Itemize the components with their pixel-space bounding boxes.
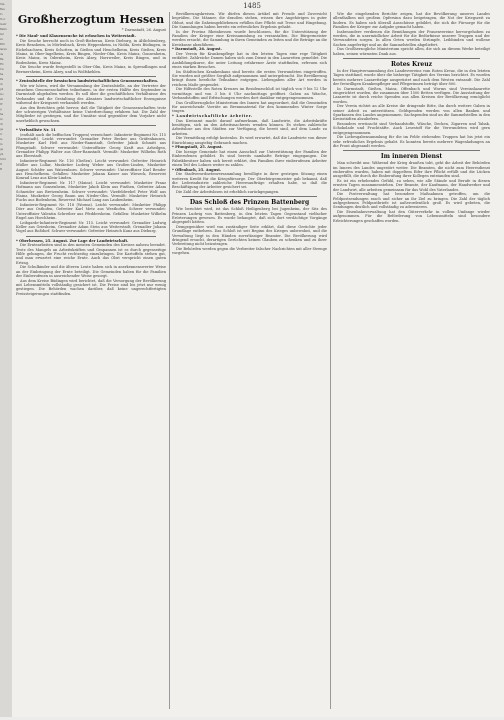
column-divider <box>169 12 170 709</box>
gutter-snippet: zu <box>0 38 4 41</box>
paragraph: Die Hilfsstelle des Roten Kreuzes im Residenzschloß ist täglich von 9 bis 12 Uhr vormittags und von 3 bis 6 Uhr nachmittags geöffnet. Gaben an Wäsche, Verbandstoffen und Erfrischungen werden dort dankbar entgegengenommen. <box>172 87 327 101</box>
article-body <box>16 133 166 234</box>
gutter-snippet: Go <box>0 93 4 96</box>
gutter-snippet: ph <box>0 88 4 91</box>
paragraph: Die Postverwaltung hat besondere Maßnahmen getroffen, um die Feldpostsendungen rasch und sicher an ihr Ziel zu bringen. Die Zahl der täglich aufgegebenen Feldpostbriefe ist außerordentlich groß. Es wird gebeten, die Sendungen deutlich und vollständig zu adressieren. <box>333 192 490 210</box>
article-lead: * Pfungstadt, 25. August. <box>172 145 223 150</box>
page-number: 1485 <box>243 2 261 10</box>
article-lead: * Zentralstelle der hessischen landwirtschaftlichen Genossenschaften. <box>16 79 159 84</box>
paragraph: Die Seuche wurde festgestellt in Ober-Olm, Kreis Mainz, in Sprendlingen und Bermersheim, Kreis Alzey, und in Wolfskehlen. <box>16 65 166 74</box>
gutter-snippet: Schl <box>0 158 6 161</box>
column-left <box>16 12 166 709</box>
article-body <box>333 12 490 56</box>
gutter-snippet: dt <box>0 123 3 126</box>
paragraph: Wie berichtet wird, ist das Schloß Heiligenberg bei Jugenheim, der Sitz des Prinzen Ludwig von Battenberg, in den letzten Tagen Gegenstand vielfacher Erörterungen gewesen. Es wurde behauptet, daß sich dort verdächtige Vorgänge abgespielt hätten. <box>172 207 327 225</box>
column-right <box>333 12 490 709</box>
article-body <box>333 161 490 223</box>
paragraph: (enthält auch die heffischen Truppen) verzeichnet: Infanterie-Regiment Nr. 115 (Darmstadt). Leicht verwundet: Grenadier Peter Becker aus Gräfenhausen, Musketier Karl Heß aus Nieder-Ramstadt, Gefreiter Jakob Schmitt aus Pfungstadt. Schwer verwundet: Unteroffizier Georg Kraft aus Arheilgen, Grenadier Philipp Walter aus Ober-Ramstadt. Vermißt: Musketier Wilhelm Roth aus Eberstadt. <box>16 132 166 159</box>
gutter-snippet: ha <box>0 113 4 116</box>
article-body <box>172 150 327 167</box>
article-body <box>172 52 327 114</box>
article-separator <box>343 150 480 151</box>
gutter-snippet: Rö <box>0 63 4 66</box>
paragraph: Das Großherzogliche Ministerium spricht allen, die sich an diesem Werke beteiligt haben, seinen wärmsten Dank aus. <box>333 47 490 56</box>
article-heading: Rotes Kreuz <box>390 61 432 69</box>
article-body <box>172 12 327 47</box>
article-separator <box>26 236 156 237</box>
paragraph: Die Erntearbeiten sind in den meisten Gemeinden des Kreises nahezu beendet. Trotz des Mangels an Arbeitskräften und Gespannen ist es durch gegenseitige Hilfe gelungen, die Frucht rechtzeitig einzubringen. Die Kartoffeln stehen gut, und man erwartet eine reiche Ernte. Auch das Obst verspricht einen guten Ertrag. <box>16 243 166 265</box>
article-separator <box>26 125 156 126</box>
article-lead: * Landwirtschaftliche Arbeiter. <box>172 113 253 118</box>
article-heading: Das Schloß des Prinzen Battenberg <box>189 199 310 207</box>
column-divider <box>330 12 331 709</box>
paragraph: Bevölkerungskreisen. Wir dürfen diesen Artikel mit Freude und Zuversicht begrüßen. Die Männer, die draußen stehen, wissen ihre Angehörigen in guter Obhut, und die Daheimgebliebenen erfüllen ihre Pflicht mit Treue und Hingebung. Die Sammlungen haben bereits ein erfreuliches Ergebnis gehabt. <box>172 12 327 30</box>
gutter-text-snippets <box>0 0 12 720</box>
gutter-snippet: B <box>0 168 2 171</box>
section-title: Großherzogtum Hessen <box>17 13 165 26</box>
paragraph: Die Vermittlung erfolgt kostenlos. Es wird erwartet, daß die Landwirte von dieser Einrichtung ausgiebig Gebrauch machen. <box>172 136 327 145</box>
paragraph: Die Liebesgabensammlung für die im Felde stehenden Truppen hat bis jetzt ein sehr erfreuliches Ergebnis gehabt. Es konnten bereits mehrere Wagenladungen an die Front abgesandt werden. <box>333 135 490 149</box>
gutter-snippet: laren <box>0 48 7 51</box>
article-body <box>16 39 166 74</box>
article-body <box>172 119 327 145</box>
article-lead: * Offenbach, 25. August. <box>172 167 222 172</box>
paragraph: Insbesondere verdienen die Bemühungen der Frauenvereine hervorgehoben zu werden, die in unermüdlicher Arbeit für die Bedürfnisse unserer Truppen und der Verwundeten sorgen. In allen Orten werden Strümpfe, Leibbinden und wollene Sachen angefertigt und an die Sammelstellen abgeliefert. <box>333 29 490 47</box>
gutter-snippet: Bür <box>0 43 5 46</box>
paragraph: Der Verein für Krankenpflege hat in den letzten Tagen eine rege Tätigkeit entfaltet. Zahlreiche Damen haben sich zum Dienst in den Lazaretten gemeldet. Die Ausbildungskurse, die unter Leitung erfahrener Ärzte stattfinden, erfreuen sich eines starken Besuches. <box>172 51 327 70</box>
paragraph: Infanterie-Regiment Nr. 118 (Worms). Leicht verwundet: Musketier Philipp Dörr aus Osthofen, Gefreiter Karl Metz aus Westhofen. Schwer verwundet: Unteroffizier Valentin Schreiber aus Pfeddersheim. Gefallen: Musketier Wilhelm Engel aus Horchheim. <box>16 203 166 221</box>
gutter-snippet: g <box>0 108 2 111</box>
gutter-snippet: lc <box>0 133 3 136</box>
article-body <box>16 84 166 123</box>
column-middle <box>172 12 327 709</box>
paragraph: In Darmstadt, Gießen, Mainz, Offenbach und Worms sind Vereinslazarette eingerichtet worden, die zusammen über 1500 Betten verfügen. Die Ausstattung der Lazarette ist durch reiche Spenden aus allen Kreisen der Bevölkerung ermöglicht worden. <box>333 86 490 104</box>
paragraph: Die Eisenbahnverwaltung hat den Güterverkehr in vollem Umfange wieder aufgenommen. Für die Beförderung von Lebensmitteln sind besondere Erleichterungen geschaffen worden. <box>333 210 490 223</box>
article-separator <box>26 76 156 77</box>
gutter-snippet: Ba <box>0 58 4 61</box>
paragraph: Die Stadtverordnetenversammlung bewilligte in ihrer gestrigen Sitzung einen weiteren Kredit für die Kriegsfürsorge. Der Oberbürgermeister gab bekannt, daß die Lederindustrie zahlreiche Heeresaufträge erhalten habe, so daß die Beschäftigung der Arbeiter gesichert sei. <box>172 172 327 190</box>
gutter-snippet: ha <box>0 73 4 76</box>
paragraph: Infanterie-Regiment Nr. 117 (Mainz). Leicht verwundet: Musketier Franz Hofmann aus Gonsenheim, Musketier Jakob Klein aus Finthen, Gefreiter Adam Schneider aus Bretzenheim. Schwer verwundet: Vizefeldwebel Peter Wolf aus Mainz, Musketier Georg Baum aus Nieder-Olm. Vermißt: Musketier Heinrich Fuchs aus Bodenheim, Reservist Michael Lang aus Laubenheim. <box>16 181 166 203</box>
gutter-snippet: Gebr <box>0 23 7 26</box>
article-separator <box>182 196 317 197</box>
article-body <box>16 243 166 296</box>
paragraph: Leibgarde-Infanterie-Regiment Nr. 115. Leicht verwundet: Grenadier Ludwig Keller aus Griesheim, Grenadier Adam Stein aus Weiterstadt, Grenadier Johann Vogel aus Roßdorf. Schwer verwundet: Gefreiter Heinrich Kunz aus Dieburg. <box>16 220 166 234</box>
paragraph: Im Städtischen Krankenhaus sind bereits die ersten Verwundeten eingetroffen. Sie wurden mit größter Sorgfalt aufgenommen und untergebracht. Die Bevölkerung bringt ihnen herzliche Teilnahme entgegen. Liebesgaben aller Art werden in reichem Maße gespendet. <box>172 69 327 87</box>
paragraph: Aus dem Kreise Büdingen wird berichtet, daß die Versorgung der Bevölkerung mit Lebensmitteln vollständig gesichert ist. Die Preise sind bis jetzt nur wenig gestiegen. Die Behörden wachen darüber, daß keine ungerechtfertigten Preissteigerungen stattfinden. <box>16 278 166 296</box>
paragraph: In der Hauptversammlung des Landesvereins vom Roten Kreuz, die in den letzten Tagen stattfand, wurde über die bisherige Tätigkeit des Vereins berichtet. Es wurden bereits mehrere Lazarettzüge ausgerüstet und nach dem Westen entsandt. Die Zahl der freiwilligen Krankenpfleger und Pflegerinnen beträgt über 800. <box>333 69 490 87</box>
paragraph: Die Seuche herrscht noch in Groß-Bieberau, Kreis Dieburg, in Altlichtenberg, Kreis Bensheim, in Mörlenbach, Kreis Heppenheim, in Nidda, Kreis Büdingen, in Eichelsachsen, Kreis Schotten, in Gießen und Heuchelheim, Kreis Gießen, Kreis Mainz, in Ober-Ingelheim, Kreis Bingen, Nieder-Olm, Kreis Mainz, Gonsenheim, Kreis Mainz, in Odernheim, Kreis Alzey, Horrweiler, Kreis Bingen, und in Bodenheim, Kreis Mainz. <box>16 38 166 65</box>
gutter-snippet: Sta <box>0 3 5 6</box>
gutter-snippet: Bahn <box>0 28 7 31</box>
gutter-snippet: tar <box>0 33 4 36</box>
article-separator <box>343 58 480 59</box>
gutter-snippet: Pa <box>0 78 4 81</box>
paragraph: Aus den Berichten geht hervor, daß die Tätigkeit der Genossenschaften trotz der schwierigen Verhältnisse keine Unterbrechung erfahren hat. Die Zahl der Mitglieder ist gestiegen, und die Umsätze sind gegenüber dem Vorjahre nicht unerheblich gewachsen. <box>16 105 166 123</box>
paragraph: Der Verein richtet an alle Kreise die dringende Bitte, ihn durch weitere Gaben in seiner Arbeit zu unterstützen. Geldspenden werden von allen Banken und Sparkassen des Landes angenommen. Sachspenden sind an die Sammelstellen in den Kreisstädten abzuliefern. <box>333 104 490 122</box>
gutter-snippet: le <box>0 138 3 141</box>
article-body <box>333 69 490 148</box>
gutter-snippet: Ca <box>0 68 4 71</box>
gutter-snippet: ge <box>0 148 4 151</box>
article-lead: * Die Maul- und Klauenseuche ist erloschen in Weiterstadt. <box>16 34 136 39</box>
paragraph: Die Zahl der Arbeitslosen ist erheblich zurückgegangen. <box>176 189 280 194</box>
gutter-snippet: Bes <box>0 8 5 11</box>
paragraph: Die Behörden werden gegen die Verbreiter falscher Nachrichten mit aller Strenge vorgehen. <box>172 246 327 256</box>
gutter-snippet: ph <box>0 153 4 156</box>
paragraph: Demgegenüber wird von zuständiger Seite erklärt, daß diese Gerüchte jeder Grundlage entbehren. Das Schloß ist seit Beginn des Krieges unbewohnt, und die Verwaltung liegt in den Händen zuverlässiger Beamter. Die Bevölkerung wird dringend ersucht, derartigen Gerüchten keinen Glauben zu schenken und zu ihrer Verbreitung nicht beizutragen. <box>172 224 327 247</box>
paragraph: Wie die eingehenden Berichte zeigen, hat die Bevölkerung unseres Landes allenthalben mit großem Opfersinn dazu beigetragen, die Not der Kriegszeit zu lindern. Es haben sich überall Ausschüsse gebildet, die sich die Fürsorge für die Familien der Krieger zur Aufgabe gemacht haben. <box>333 12 490 30</box>
dateline: * Darmstadt, 26. August <box>121 28 166 32</box>
gutter-snippet: W <box>0 103 3 106</box>
gutter-snippet: di <box>0 83 3 86</box>
gutter-snippet: ni <box>0 118 3 121</box>
gutter-snippet: fo <box>0 13 3 16</box>
paragraph: Wie wir hören, wird die Versammlung der Zentralstelle, an der Vertreter der einzelnen Genossenschaften teilnehmen, in der ersten Hälfte des September in Darmstadt abgehalten werden. Es soll über die geschäftlichen Verhältnisse des Verbandes und die Gestaltung des Absatzes landwirtschaftlicher Erzeugnisse während der Kriegszeit verhandelt werden. <box>16 83 166 106</box>
paragraph: Die Schulkinder und die älteren Leute haben sich in anerkennenswerter Weise an der Einbringung der Ernte beteiligt. Die Gemeinden haben für die Familien der Einberufenen in ausreichender Weise gesorgt. <box>16 265 166 279</box>
gutter-snippet: sti <box>0 98 4 101</box>
paragraph: Es ist ein erhebendes Gefühl, zu sehen, wie alle Stände und Berufe in diesen ernsten Tagen zusammenstehen. Der Beamte, der Kaufmann, der Handwerker und der Landwirt, alle arbeiten gemeinsam für das Wohl des Vaterlandes. <box>333 179 490 192</box>
paragraph: Infanterie-Regiment Nr. 116 (Gießen). Leicht verwundet: Gefreiter Heinrich Müller aus Lollar, Musketier Ludwig Weber aus Großen-Linden, Musketier August Schäfer aus Watzenborn. Schwer verwundet: Unteroffizier Karl Bender aus Heuchelheim. Gefallen: Musketier Johann Kaiser aus Wieseck, Reservist Konrad Lenz aus Klein-Linden. <box>16 159 166 181</box>
article-lead: * Oberhessen, 25. August. Zur Lage der Landwirtschaft. <box>16 238 129 243</box>
gutter-snippet: de <box>0 53 4 56</box>
paragraph: Man schreibt uns: Während der Krieg draußen tobt, geht die Arbeit der Behörden im Innern des Landes ungestört weiter. Die Beamten, die nicht zum Heeresdienst einberufen wurden, haben mit doppeltem Eifer ihre Pflicht erfüllt und die Lücken ausgefüllt, die durch die Einberufung ihrer Kollegen entstanden sind. <box>333 161 490 179</box>
gutter-snippet: ge <box>0 128 4 131</box>
article-lead: * Darmstadt, 26. August. <box>172 47 222 52</box>
paragraph: Die hiesige Gemeinde hat einen Ausschuß zur Unterstützung der Familien der Einberufenen gebildet. Es sind bereits namhafte Beträge eingegangen. Die Fabrikbesitzer haben sich bereit erklärt, den Familien ihrer einberufenen Arbeiter einen Teil des Lohnes weiter zu zahlen. <box>172 149 327 167</box>
gutter-snippet: m <box>0 143 3 146</box>
paragraph: In der Provinz Rheinhessen wurde beschlossen, für die Unterstützung der Familien der Krieger eine Kreissammlung zu veranstalten. Die Bürgermeister werden ersucht, die Sammlung in ihren Gemeinden zu leiten und die Beträge an die Kreiskasse abzuführen. <box>172 29 327 47</box>
article-heading: Im inneren Dienst <box>380 153 443 161</box>
paragraph: Besonders erwünscht sind Verbandstoffe, Wäsche, Decken, Zigarren und Tabak, Schokolade und Fruchtsäfte. Auch Lesestoff für die Verwundeten wird gern entgegengenommen. <box>333 122 490 135</box>
article-body <box>172 172 327 194</box>
article-lead: * Verlustliste Nr. 11 <box>16 128 56 133</box>
paragraph: Das Großherzogliche Ministerium des Innern hat angeordnet, daß die Gemeinden für ausreichende Vorräte an Brennmaterial für den kommenden Winter Sorge tragen. <box>172 100 327 114</box>
paragraph: Das Kreisamt macht darauf aufmerksam, daß Landwirte, die Arbeitskräfte benötigen, sich an den Arbeitsnachweis wenden können. Es stehen zahlreiche Arbeitslose aus den Städten zur Verfügung, die bereit sind, auf dem Lande zu arbeiten. <box>172 118 327 136</box>
gutter-snippet: Nov <box>0 18 6 21</box>
gutter-snippet: N <box>0 163 3 166</box>
article-body <box>172 207 327 255</box>
